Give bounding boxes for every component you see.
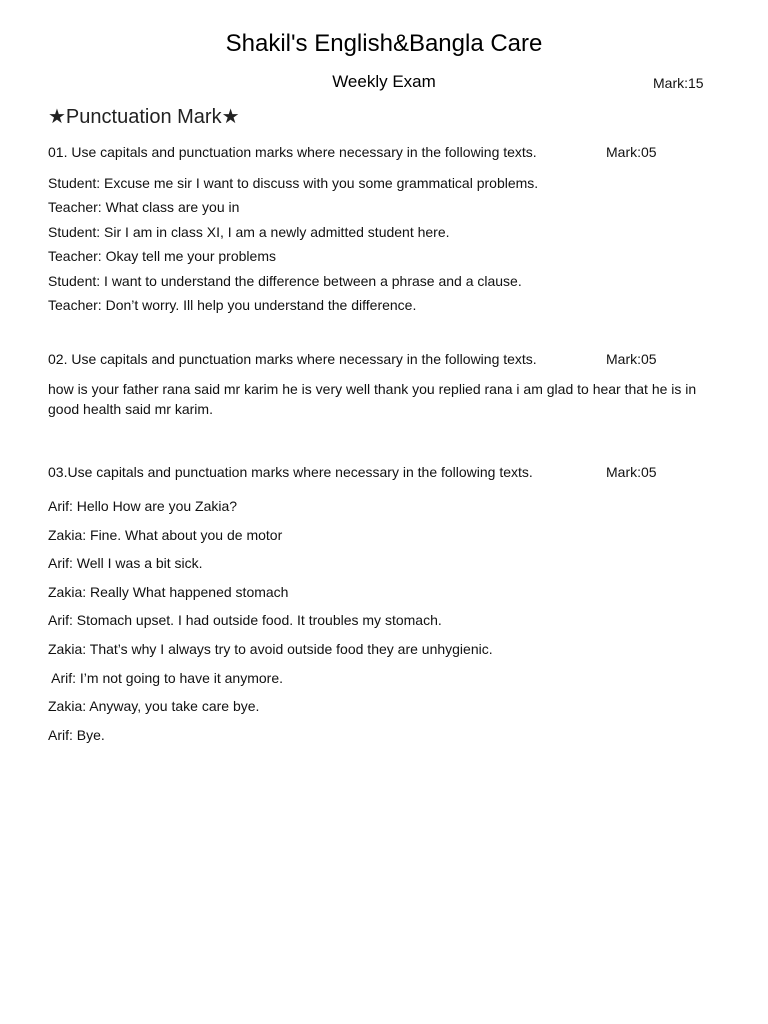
question-3-header <box>48 462 728 482</box>
question-1-mark: Mark:05 <box>606 144 657 160</box>
dialogue-line: Teacher: Don’t worry. Ill help you understand the difference. <box>48 297 417 314</box>
page-title: Shakil's English&Bangla Care <box>225 30 543 57</box>
question-2-header <box>48 349 728 369</box>
question-3-dialogue <box>48 492 728 749</box>
question-1-dialogue <box>48 171 728 317</box>
question-2-mark: Mark:05 <box>606 351 657 367</box>
question-3-prompt: 03.Use capitals and punctuation marks where necessary in the following texts. <box>48 464 533 480</box>
question-1-header <box>48 142 728 162</box>
question-1-prompt: 01. Use capitals and punctuation marks where necessary in the following texts. <box>48 144 537 160</box>
dialogue-line: Student: I want to understand the difference between a phrase and a clause. <box>48 272 522 289</box>
dialogue-line: Teacher: Okay tell me your problems <box>48 248 276 265</box>
dialogue-line: Zakia: Anyway, you take care bye. <box>48 698 260 715</box>
exam-subtitle: Weekly Exam <box>332 72 436 91</box>
question-2-paragraph: how is your father rana said mr karim he is very well thank you replied rana i am glad to hear that he is in good health said mr karim. <box>48 381 697 417</box>
dialogue-line: Arif: I’m not going to have it anymore. <box>48 669 284 686</box>
section-heading: ★Punctuation Mark★ <box>48 106 240 128</box>
dialogue-line: Zakia: Fine. What about you de motor <box>48 526 283 543</box>
question-2 <box>48 349 728 419</box>
dialogue-line: Zakia: Really What happened stomach <box>48 583 289 600</box>
question-1 <box>48 142 728 317</box>
question-2-prompt: 02. Use capitals and punctuation marks where necessary in the following texts. <box>48 351 537 367</box>
dialogue-line: Zakia: That’s why I always try to avoid outside food they are unhygienic. <box>48 640 493 657</box>
question-3-mark: Mark:05 <box>606 464 657 480</box>
dialogue-line: Student: Sir I am in class XI, I am a newly admitted student here. <box>48 223 450 240</box>
question-3 <box>48 462 728 749</box>
dialogue-line: Arif: Stomach upset. I had outside food. It troubles my stomach. <box>48 612 442 629</box>
dialogue-line: Arif: Hello How are you Zakia? <box>48 498 238 514</box>
dialogue-line: Arif: Well I was a bit sick. <box>48 555 203 572</box>
dialogue-line: Student: Excuse me sir I want to discuss with you some grammatical problems. <box>48 175 539 191</box>
dialogue-line: Arif: Bye. <box>48 726 105 743</box>
total-mark: Mark:15 <box>653 75 704 91</box>
dialogue-line: Teacher: What class are you in <box>48 199 240 216</box>
